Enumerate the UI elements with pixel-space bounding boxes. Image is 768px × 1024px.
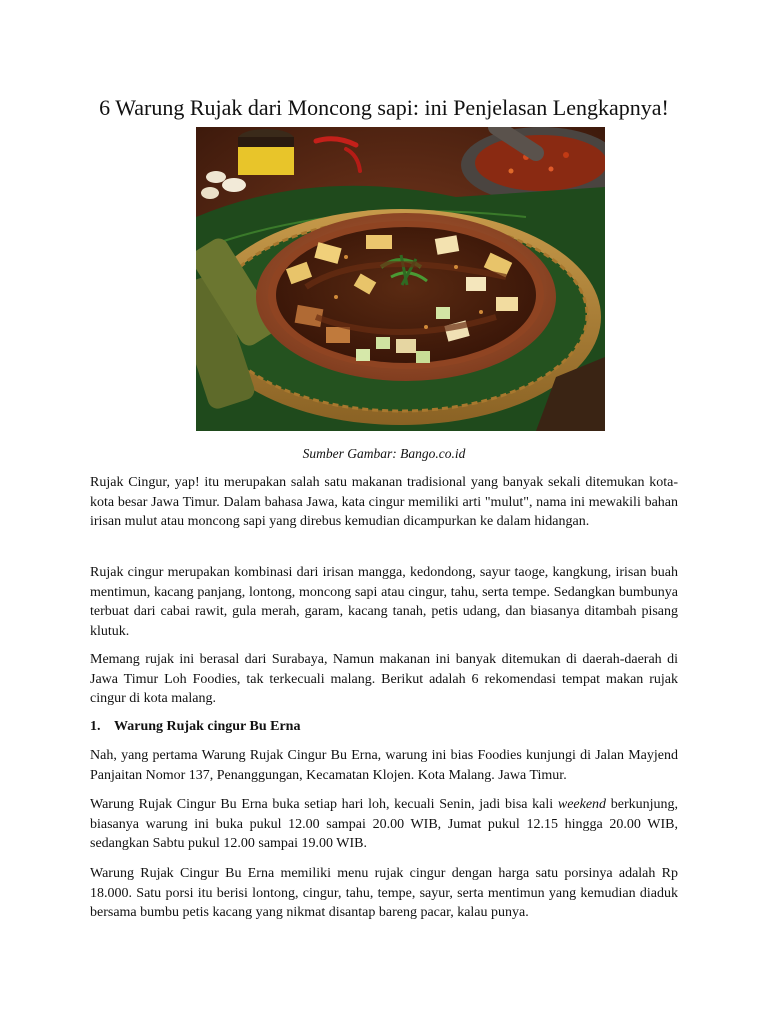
image-caption: Sumber Gambar: Bango.co.id bbox=[302, 446, 466, 461]
opening-hours-text-end: berkunjung, biasanya warung ini buka pukul 12.00 sampai 20.00 WIB, Jumat pukul 12.15 hingga 20.00 WIB, sedangkan Sabtu pukul 12.00 sampai 19.00 WIB. bbox=[90, 797, 678, 851]
section-heading-bu-erna bbox=[90, 717, 678, 737]
opening-hours-weekend: weekend bbox=[557, 797, 607, 812]
paragraph-ingredients: Rujak cingur merupakan kombinasi dari irisan mangga, kedondong, sayur taoge, kangkung, irisan buah mentimun, kacang panjang, lontong, moncong sapi atau cingur, tahu, serta tempe. Sedangkan bumbunya terbuat dari cabai rawit, gula merah, garam, kacang tanah, petis udang, dan biasanya ditambah pisang klutuk. bbox=[90, 565, 678, 639]
document-title: 6 Warung Rujak dari Moncong sapi: ini Penjelasan Lengkapnya! bbox=[99, 95, 669, 120]
paragraph-intro: Rujak Cingur, yap! itu merupakan salah satu makanan tradisional yang banyak sekali ditemukan kota-kota besar Jawa Timur. Dalam bahasa Jawa, kata cingur memiliki arti "mulut", nama ini mewakili bahan irisan mulut atau moncong sapi yang direbus kemudian dicampurkan ke dalam hidangan. bbox=[90, 475, 678, 529]
paragraph-origin: Memang rujak ini berasal dari Surabaya, Namun makanan ini banyak ditemukan di daerah-daerah di Jawa Timur Loh Foodies, tak terkecuali malang. Berikut adalah 6 rekomendasi tempat makan rujak cingur di kota malang. bbox=[90, 652, 678, 706]
opening-hours-text-start: Warung Rujak Cingur Bu Erna buka setiap hari loh, kecuali Senin, jadi bisa kali bbox=[90, 797, 558, 812]
paragraph-opening-hours bbox=[90, 795, 678, 854]
paragraph-location: Nah, yang pertama Warung Rujak Cingur Bu Erna, warung ini bias Foodies kunjungi di Jalan Mayjend Panjaitan Nomor 137, Penanggungan, Kecamatan Klojen. Kota Malang. Jawa Timur. bbox=[90, 748, 678, 783]
section-heading-text: Warung Rujak cingur Bu Erna bbox=[114, 719, 301, 734]
rujak-cingur-photo bbox=[196, 127, 605, 431]
section-number: 1. bbox=[90, 719, 101, 734]
paragraph-price: Warung Rujak Cingur Bu Erna memiliki menu rujak cingur dengan harga satu porsinya adalah Rp 18.000. Satu porsi itu berisi lontong, cingur, tahu, tempe, sayur, serta mentimun yang kemudian diaduk bersama bumbu petis kacang yang nikmat disantap bareng pacar, kalau punya. bbox=[90, 866, 678, 920]
